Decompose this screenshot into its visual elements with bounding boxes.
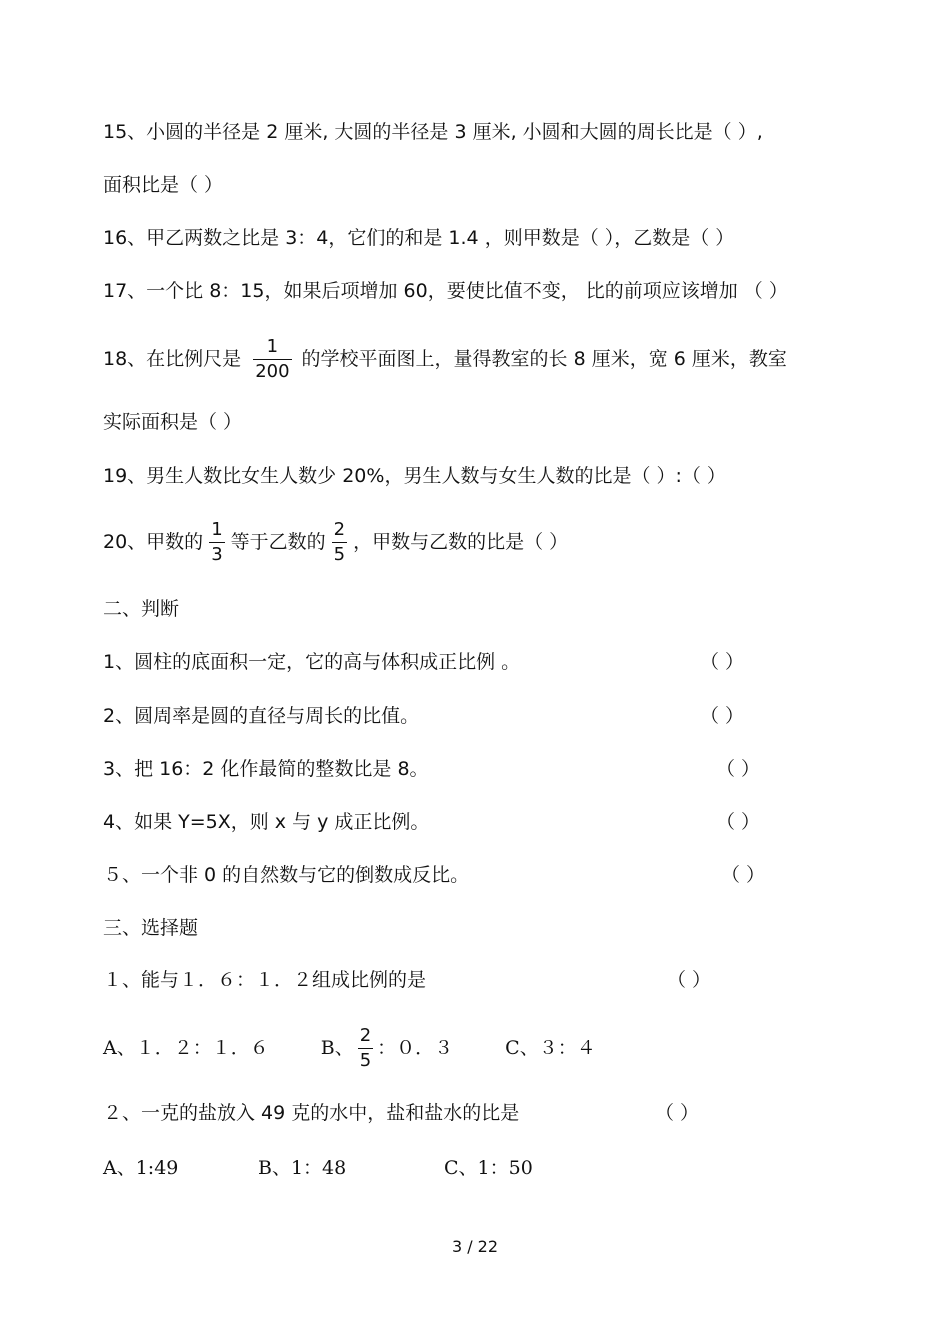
option-a: A、1:49 bbox=[103, 1157, 179, 1179]
option-b: B、1：48 bbox=[258, 1157, 347, 1179]
choice-question-1: １、能与１．６：１．２组成比例的是 bbox=[103, 969, 427, 991]
option-b-fraction bbox=[358, 1026, 373, 1071]
choice-question-1-answer-blank: （ ） bbox=[667, 969, 712, 991]
question-16: 16、甲乙两数之比是 3：4，它们的和是 1.4 ，则甲数是（ ），乙数是（ ） bbox=[103, 227, 735, 249]
fraction-denominator: 3 bbox=[211, 543, 223, 565]
option-c: C、1：50 bbox=[444, 1157, 533, 1179]
question-20-suffix: ，甲数与乙数的比是（ ） bbox=[353, 531, 569, 553]
option-c: C、３：４ bbox=[505, 1037, 596, 1059]
question-19: 19、男生人数比女生人数少 20%，男生人数与女生人数的比是（ ）:（ ） bbox=[103, 465, 726, 487]
fraction-bar bbox=[253, 359, 291, 360]
judge-item-4: 4、如果 Y=5X，则 x 与 y 成正比例。 bbox=[103, 811, 430, 833]
judge-item-1-answer-blank: （ ） bbox=[700, 651, 745, 673]
option-a: A、１．２：１．６ bbox=[103, 1037, 269, 1059]
fraction-numerator: 1 bbox=[266, 335, 279, 357]
question-20-middle: 等于乙数的 bbox=[230, 531, 326, 553]
choice-question-1-options bbox=[103, 1022, 596, 1074]
question-15-line-2: 面积比是（ ） bbox=[103, 174, 224, 196]
judge-item-2-answer-blank: （ ） bbox=[700, 705, 745, 727]
question-20 bbox=[103, 516, 568, 568]
question-20-prefix: 20、甲数的 bbox=[103, 531, 204, 553]
fraction-two-fifths bbox=[332, 520, 347, 565]
fraction-denominator: 5 bbox=[333, 543, 346, 565]
fraction-bar bbox=[358, 1048, 373, 1049]
question-18-line-2: 实际面积是（ ） bbox=[103, 411, 243, 433]
fraction-bar bbox=[209, 542, 224, 543]
judge-item-1: 1、圆柱的底面积一定，它的高与体积成正比例 。 bbox=[103, 651, 521, 673]
judge-item-3: 3、把 16：2 化作最简的整数比是 8。 bbox=[103, 758, 429, 780]
fraction-bar bbox=[332, 542, 347, 543]
fraction-numerator: 2 bbox=[333, 518, 346, 540]
question-18-prefix: 18、在比例尺是 bbox=[103, 348, 242, 370]
section-2-title: 二、判断 bbox=[103, 598, 180, 620]
judge-item-2: 2、圆周率是圆的直径与周长的比值。 bbox=[103, 705, 420, 727]
judge-item-5: ５、一个非 0 的自然数与它的倒数成反比。 bbox=[103, 864, 470, 886]
page-number: 3 / 22 bbox=[451, 1237, 499, 1256]
question-18-suffix: 的学校平面图上，量得教室的长 8 厘米，宽 6 厘米，教室 bbox=[301, 348, 787, 370]
judge-item-5-answer-blank: （ ） bbox=[721, 864, 766, 886]
choice-question-2-answer-blank: （ ） bbox=[655, 1102, 700, 1124]
scale-fraction bbox=[253, 337, 291, 382]
question-18-line-1 bbox=[103, 334, 787, 384]
question-17: 17、一个比 8：15，如果后项增加 60，要使比值不变， 比的前项应该增加 （ ） bbox=[103, 280, 788, 302]
section-3-title: 三、选择题 bbox=[103, 917, 199, 939]
fraction-numerator: 2 bbox=[359, 1024, 372, 1046]
judge-item-3-answer-blank: （ ） bbox=[716, 758, 761, 780]
fraction-one-third bbox=[209, 520, 224, 565]
fraction-numerator: 1 bbox=[211, 518, 223, 540]
option-b-suffix: ：０．３ bbox=[377, 1037, 454, 1059]
choice-question-2: ２、一克的盐放入 49 克的水中，盐和盐水的比是 bbox=[103, 1102, 520, 1124]
question-15-line-1: 15、小圆的半径是 2 厘米, 大圆的半径是 3 厘米, 小圆和大圆的周长比是（ ）, bbox=[103, 121, 763, 143]
fraction-denominator: 200 bbox=[255, 360, 290, 382]
choice-question-2-options bbox=[103, 1156, 533, 1180]
judge-item-4-answer-blank: （ ） bbox=[716, 811, 761, 833]
option-b-prefix: B、 bbox=[320, 1037, 354, 1059]
fraction-denominator: 5 bbox=[359, 1049, 372, 1071]
